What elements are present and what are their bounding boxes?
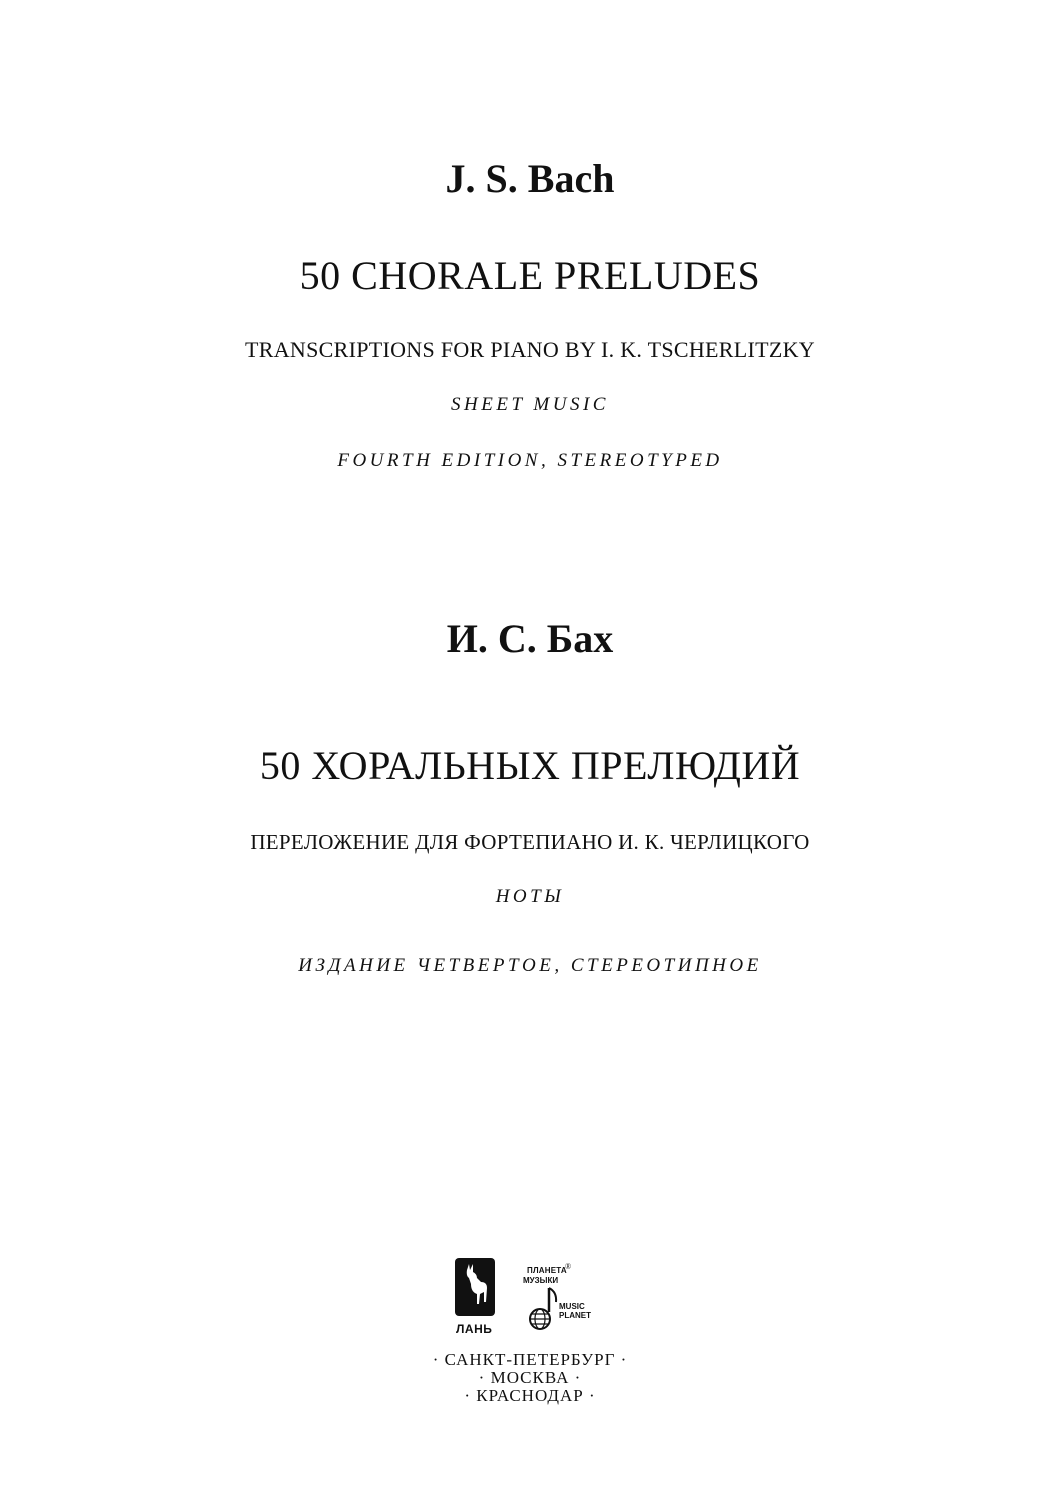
registered-mark: ® xyxy=(565,1262,572,1271)
author-english: J. S. Bach xyxy=(445,156,615,201)
edition-english: FOURTH EDITION, STEREOTYPED xyxy=(337,450,723,471)
author-russian: И. С. Бах xyxy=(446,616,614,661)
music-planet-line1: ПЛАНЕТА xyxy=(527,1266,567,1275)
subtitle-russian: ПЕРЕЛОЖЕНИЕ ДЛЯ ФОРТЕПИАНО И. К. ЧЕРЛИЦКОГО xyxy=(250,830,810,854)
type-english: SHEET MUSIC xyxy=(451,394,609,415)
lan-logo xyxy=(455,1258,505,1340)
music-planet-line3: MUSIC xyxy=(559,1302,585,1311)
city-moscow: · МОСКВА · xyxy=(478,1368,582,1387)
music-planet-english xyxy=(559,1302,591,1320)
city-saint-petersburg: · САНКТ-ПЕТЕРБУРГ · xyxy=(432,1350,628,1369)
publisher-logos xyxy=(455,1258,615,1348)
title-english: 50 CHORALE PRELUDES xyxy=(299,253,761,298)
city-krasnodar: · КРАСНОДАР · xyxy=(464,1386,596,1405)
deer-icon xyxy=(455,1258,495,1318)
music-planet-logo xyxy=(523,1264,623,1344)
title-russian: 50 ХОРАЛЬНЫХ ПРЕЛЮДИЙ xyxy=(259,743,801,788)
lan-logo-label: ЛАНЬ xyxy=(456,1322,493,1336)
music-planet-line2: МУЗЫКИ xyxy=(523,1276,559,1285)
note-globe-icon xyxy=(523,1286,563,1336)
type-russian: НОТЫ xyxy=(495,886,565,907)
edition-russian: ИЗДАНИЕ ЧЕТВЕРТОЕ, СТЕРЕОТИПНОЕ xyxy=(298,955,762,976)
subtitle-english: TRANSCRIPTIONS FOR PIANO BY I. K. TSCHERLITZKY xyxy=(245,337,815,362)
music-planet-line4: PLANET xyxy=(559,1311,591,1320)
